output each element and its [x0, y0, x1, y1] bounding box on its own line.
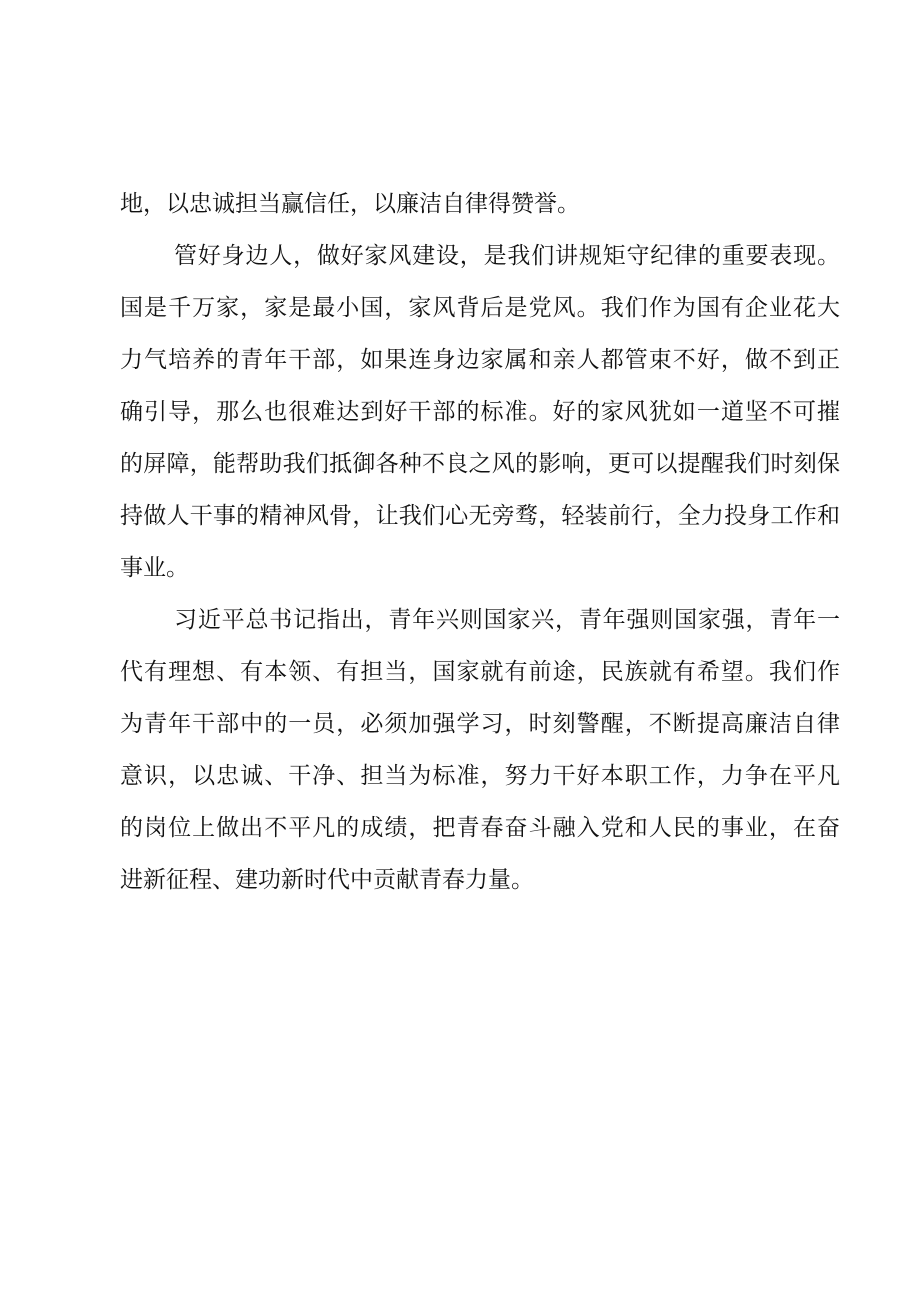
paragraph-line: 的岗位上做出不平凡的成绩，把青春奋斗融入党和人民的事业，在奋: [120, 815, 840, 841]
paragraph-1: [120, 178, 840, 230]
paragraph-line: 为青年干部中的一员，必须加强学习，时刻警醒，不断提高廉洁自律: [120, 711, 840, 737]
paragraph-3: [120, 594, 840, 906]
paragraph-2: [120, 230, 840, 594]
paragraph-line: 力气培养的青年干部，如果连身边家属和亲人都管束不好，做不到正: [120, 347, 840, 373]
paragraph-line: 地，以忠诚担当赢信任，以廉洁自律得赞誉。: [120, 191, 580, 217]
document-body: [120, 178, 840, 906]
paragraph-line: 管好身边人，做好家风建设，是我们讲规矩守纪律的重要表现。: [174, 243, 840, 269]
paragraph-line: 确引导，那么也很难达到好干部的标准。好的家风犹如一道坚不可摧: [120, 399, 840, 425]
paragraph-line: 意识，以忠诚、干净、担当为标准，努力干好本职工作，力争在平凡: [120, 763, 840, 789]
paragraph-line: 的屏障，能帮助我们抵御各种不良之风的影响，更可以提醒我们时刻保: [120, 451, 840, 477]
paragraph-line: 持做人干事的精神风骨，让我们心无旁骛，轻装前行，全力投身工作和: [120, 503, 840, 529]
paragraph-line: 代有理想、有本领、有担当，国家就有前途，民族就有希望。我们作: [120, 659, 840, 685]
paragraph-line: 进新征程、建功新时代中贡献青春力量。: [120, 867, 534, 893]
paragraph-line: 习近平总书记指出，青年兴则国家兴，青年强则国家强，青年一: [174, 607, 840, 633]
paragraph-line: 事业。: [120, 555, 189, 581]
paragraph-line: 国是千万家，家是最小国，家风背后是党风。我们作为国有企业花大: [120, 295, 840, 321]
